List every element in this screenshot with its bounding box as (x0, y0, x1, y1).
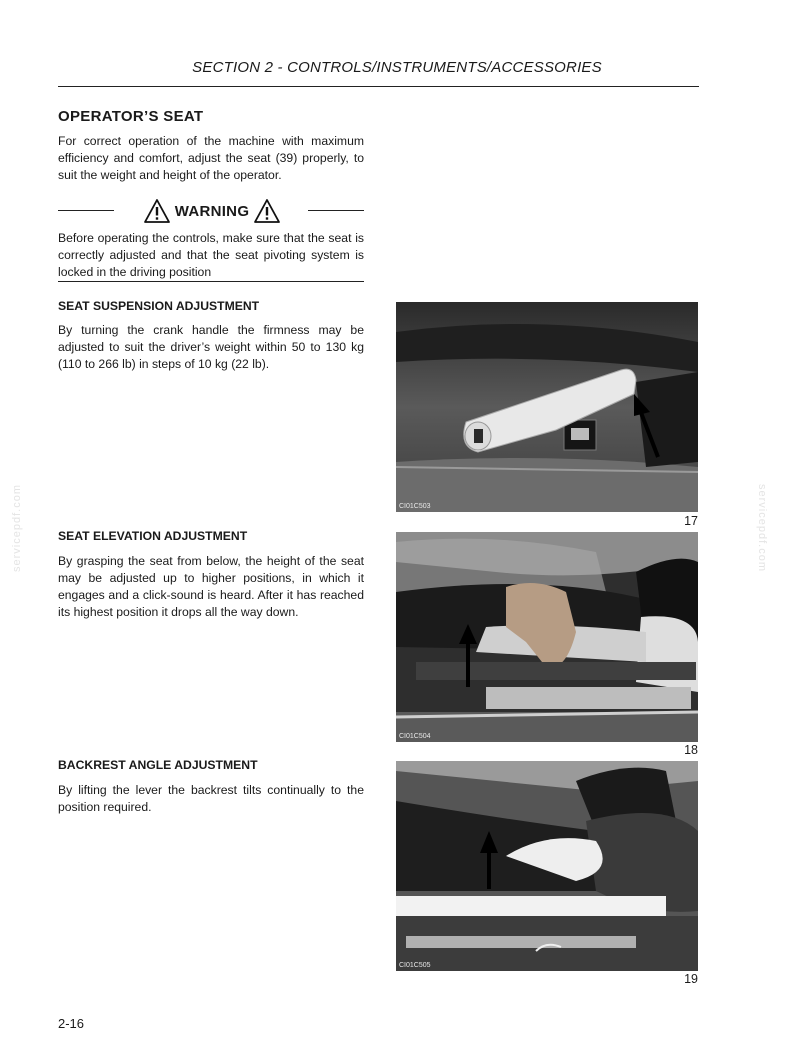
warning-label-group (136, 198, 288, 224)
warning-line-right (308, 210, 364, 211)
section-title: SECTION 2 - CONTROLS/INSTRUMENTS/ACCESSORIES (192, 59, 602, 76)
figure-code-17: CI01C503 (399, 503, 431, 510)
figure-code-18: CI01C504 (399, 733, 431, 740)
figure-number-18: 18 (684, 743, 698, 757)
warning-divider (58, 281, 364, 282)
page-title: OPERATOR’S SEAT (58, 108, 204, 125)
section-text-suspension: By turning the crank handle the firmness may be adjusted to suit the driver’s weight within 50 to 130 kg (110 to 266 lb) in steps of 10 kg (22 lb). (58, 323, 364, 371)
header-divider (58, 86, 699, 87)
warning-header (58, 198, 364, 228)
section-heading-backrest: BACKREST ANGLE ADJUSTMENT (58, 758, 258, 772)
figure-number-17: 17 (684, 514, 698, 528)
warning-triangle-icon (143, 198, 171, 224)
section-heading-suspension: SEAT SUSPENSION ADJUSTMENT (58, 299, 260, 313)
page-number: 2-16 (58, 1016, 85, 1031)
section-text-elevation: By grasping the seat from below, the height of the seat may be adjusted up to higher positions, in which it engages and a click-sound is heard. After it has reached its highest position it drops all the way down. (58, 554, 364, 619)
figure-number-19: 19 (684, 972, 698, 986)
intro-paragraph: For correct operation of the machine with maximum efficiency and comfort, adjust the seat (39) properly, to suit the weight and height of the operator. (58, 134, 364, 182)
figure-photo-18 (396, 532, 698, 742)
section-text-backrest: By lifting the lever the backrest tilts continually to the position required. (58, 783, 364, 814)
warning-line-left (58, 210, 114, 211)
figure-photo-19 (396, 761, 698, 971)
figure-photo-17 (396, 302, 698, 512)
figure-code-19: CI01C505 (399, 962, 431, 969)
warning-triangle-icon (253, 198, 281, 224)
section-heading-elevation: SEAT ELEVATION ADJUSTMENT (58, 529, 248, 543)
warning-label: WARNING (174, 202, 250, 220)
watermark-left: servicepdf.com (10, 484, 23, 572)
watermark-right: servicepdf.com (755, 484, 768, 572)
warning-text: Before operating the controls, make sure that the seat is correctly adjusted and that the seat pivoting system is locked in the driving position (58, 231, 364, 279)
